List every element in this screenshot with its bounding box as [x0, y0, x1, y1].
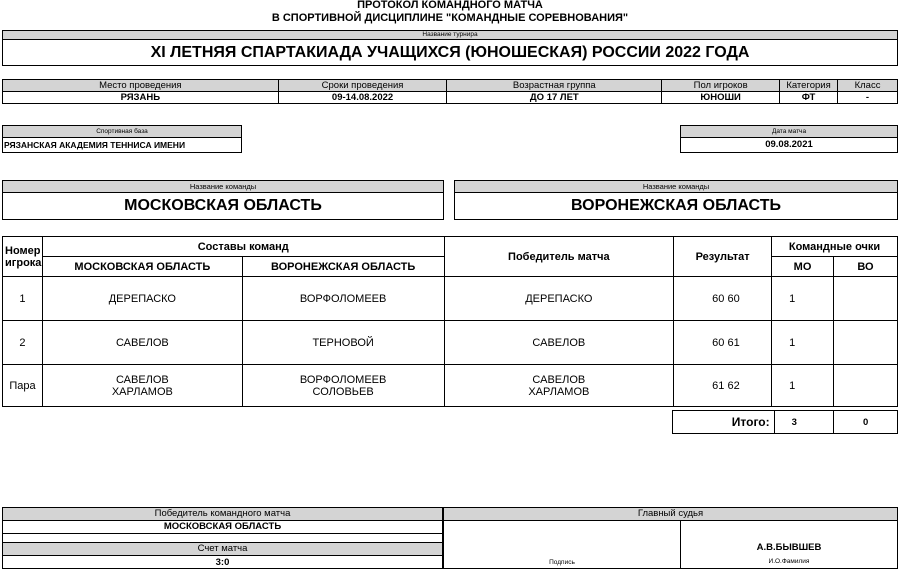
total-label: Итого:: [673, 411, 775, 434]
signature-label: Подпись: [549, 559, 575, 566]
winner-box: [2, 507, 443, 569]
team1-name: МОСКОВСКАЯ ОБЛАСТЬ: [124, 197, 322, 214]
base-value: РЯЗАНСКАЯ АКАДЕМИЯ ТЕННИСА ИМЕНИ: [4, 140, 186, 150]
row-winner: САВЕЛОВ: [532, 373, 586, 386]
class-value: -: [838, 92, 898, 104]
gender-label: Пол игроков: [662, 80, 780, 92]
total-mo: 3: [774, 411, 834, 434]
row-player1: САВЕЛОВ: [115, 373, 169, 386]
tournament-box: [2, 30, 898, 66]
score-value: 3:0: [215, 557, 230, 568]
dates-value: 09-14.08.2022: [278, 92, 447, 104]
winner-label: Победитель командного матча: [3, 508, 442, 521]
row-mo: 1: [772, 277, 834, 321]
base-label: Спортивная база: [3, 126, 241, 138]
match-date-label: Дата матча: [681, 126, 897, 138]
row-number: Пара: [3, 365, 43, 407]
dates-label: Сроки проведения: [278, 80, 447, 92]
gender-value: ЮНОШИ: [662, 92, 780, 104]
winner-value: МОСКОВСКАЯ ОБЛАСТЬ: [3, 521, 442, 534]
row-player1: ДЕРЕПАСКО: [42, 277, 242, 321]
score-label: Счет матча: [3, 542, 442, 556]
row-number: 2: [3, 321, 43, 365]
row-player2-cell: [242, 365, 444, 407]
match-date-box: [680, 125, 898, 153]
info-table: [2, 79, 898, 104]
row-vo: [834, 277, 898, 321]
protocol-title-line2: В СПОРТИВНОЙ ДИСЦИПЛИНЕ "КОМАНДНЫЕ СОРЕВНОВАНИЯ": [271, 12, 629, 24]
category-value: ФТ: [780, 92, 838, 104]
match-date-value: 09.08.2021: [765, 139, 813, 150]
table-row: [3, 365, 898, 407]
tournament-label: Название турнира: [3, 31, 897, 40]
venue-label: Место проведения: [3, 80, 279, 92]
judge-label: Главный судья: [444, 508, 897, 521]
row-number: 1: [3, 277, 43, 321]
totals-table: [672, 410, 898, 434]
row-winner: ДЕРЕПАСКО: [444, 277, 674, 321]
table-row: [3, 277, 898, 321]
judge-name-label: И.О.Фамилия: [768, 558, 810, 565]
team2-name: ВОРОНЕЖСКАЯ ОБЛАСТЬ: [571, 197, 781, 214]
header-vo: ВО: [834, 257, 898, 277]
judge-box: [443, 507, 898, 569]
class-label: Класс: [838, 80, 898, 92]
header-compositions: Составы команд: [42, 237, 444, 257]
row-winner-second: ХАРЛАМОВ: [528, 385, 590, 398]
age-value: ДО 17 ЛЕТ: [447, 92, 662, 104]
row-score: 60 61: [674, 321, 772, 365]
age-label: Возрастная группа: [447, 80, 662, 92]
row-score: 61 62: [674, 365, 772, 407]
row-player1: САВЕЛОВ: [42, 321, 242, 365]
team1-box: [2, 180, 444, 220]
team2-box: [454, 180, 898, 220]
header-mo: МО: [772, 257, 834, 277]
header-team2: ВОРОНЕЖСКАЯ ОБЛАСТЬ: [242, 257, 444, 277]
header-team1: МОСКОВСКАЯ ОБЛАСТЬ: [42, 257, 242, 277]
row-winner: САВЕЛОВ: [444, 321, 674, 365]
team1-label: Название команды: [3, 181, 443, 193]
header-number: Номер игрока: [3, 237, 43, 277]
header-result: Результат: [674, 237, 772, 277]
row-vo: [834, 321, 898, 365]
row-player1-cell: [42, 365, 242, 407]
judge-name: А.В.БЫВШЕВ: [756, 542, 822, 553]
total-vo: 0: [834, 411, 898, 434]
category-label: Категория: [780, 80, 838, 92]
row-winner-cell: [444, 365, 674, 407]
base-box: [2, 125, 242, 153]
row-player1-second: ХАРЛАМОВ: [111, 385, 173, 398]
row-vo: [834, 365, 898, 407]
header-winner: Победитель матча: [444, 237, 674, 277]
table-row: [3, 321, 898, 365]
protocol-title-line1: ПРОТОКОЛ КОМАНДНОГО МАТЧА: [357, 0, 543, 11]
results-table: [2, 236, 898, 407]
tournament-name: XI ЛЕТНЯЯ СПАРТАКИАДА УЧАЩИХСЯ (ЮНОШЕСКАЯ) РОССИИ 2022 ГОДА: [150, 44, 750, 61]
row-player2: ВОРФОЛОМЕЕВ: [299, 373, 387, 386]
header-team-points: Командные очки: [772, 237, 898, 257]
row-player2: ТЕРНОВОЙ: [242, 321, 444, 365]
row-player2: ВОРФОЛОМЕЕВ: [242, 277, 444, 321]
row-score: 60 60: [674, 277, 772, 321]
venue-value: РЯЗАНЬ: [3, 92, 279, 104]
row-mo: 1: [772, 321, 834, 365]
team2-label: Название команды: [455, 181, 897, 193]
row-mo: 1: [772, 365, 834, 407]
row-player2-second: СОЛОВЬЕВ: [312, 385, 374, 398]
